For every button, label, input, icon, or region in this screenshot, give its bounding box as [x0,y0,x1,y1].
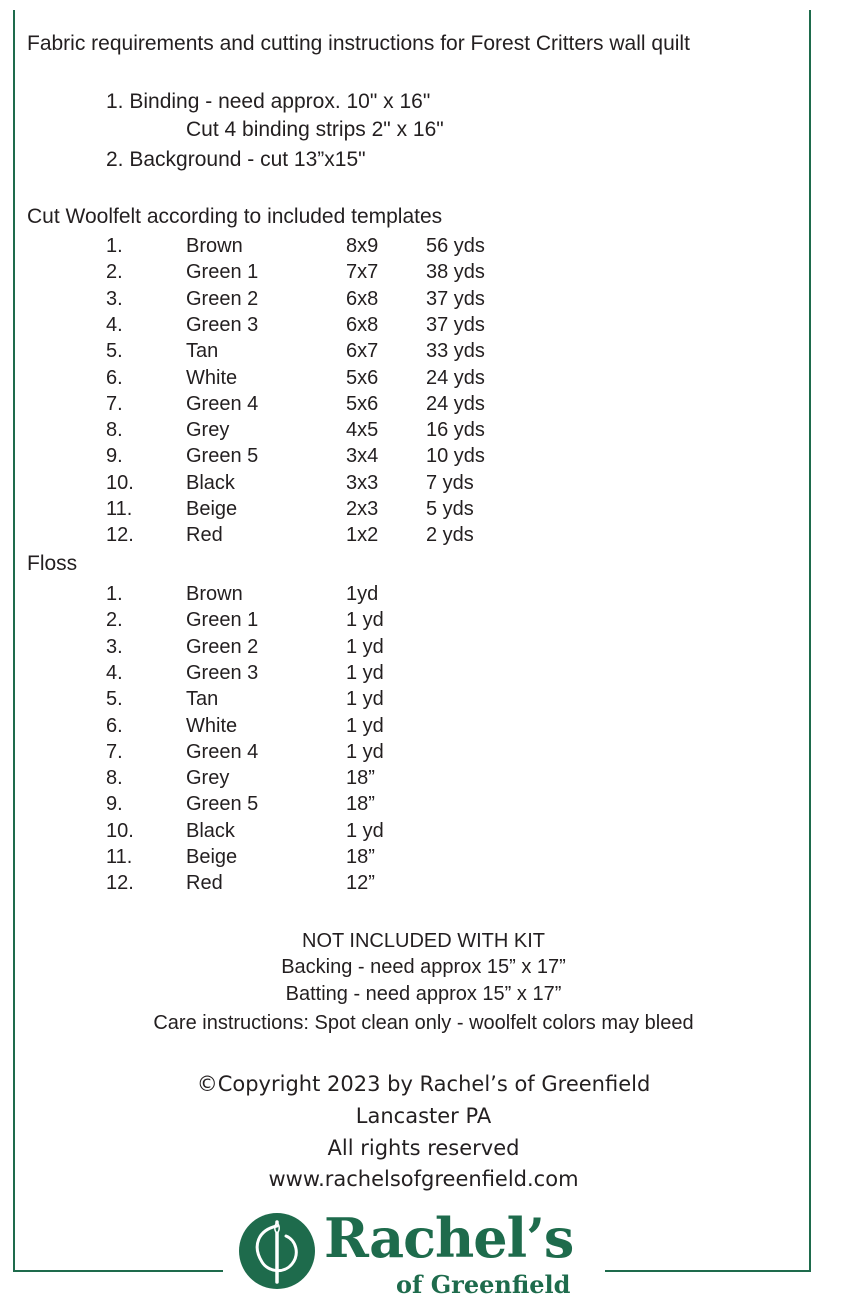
floss-number: 5. [106,688,123,711]
rights-line: All rights reserved [327,1136,520,1160]
woolfelt-size: 6x8 [346,313,379,336]
floss-number: 11. [106,846,133,868]
woolfelt-number: 2. [106,261,123,284]
location-line: Lancaster PA [355,1104,492,1128]
care-instructions: Care instructions: Spot clean only - woolfelt colors may bleed [153,1012,694,1034]
woolfelt-yardage: 24 yds [426,366,485,389]
woolfelt-number: 5. [106,340,123,363]
floss-color: Green 3 [186,661,259,684]
floss-row [0,608,847,634]
floss-color: White [186,714,238,737]
woolfelt-number: 7. [106,392,123,415]
woolfelt-size: 7x7 [346,261,379,284]
woolfelt-yardage: 33 yds [426,340,485,363]
floss-number: 9. [106,793,123,816]
floss-heading: Floss [27,552,78,575]
floss-amount: 1yd [346,583,379,605]
needle-and-thread-icon [238,1212,316,1290]
floss-number: 1. [106,583,123,605]
logo-subtitle: of Greenfield [396,1270,571,1299]
woolfelt-row [0,392,847,418]
woolfelt-color: White [186,366,238,389]
woolfelt-size: 5x6 [346,366,379,389]
floss-amount: 1 yd [346,714,384,737]
woolfelt-color: Green 3 [186,313,259,336]
woolfelt-number: 9. [106,445,123,468]
floss-color: Tan [186,688,219,711]
woolfelt-yardage: 38 yds [426,261,485,284]
woolfelt-row [0,260,847,286]
woolfelt-color: Grey [186,419,230,442]
floss-amount: 1 yd [346,635,384,658]
logo-name: Rachel’s [324,1206,574,1270]
floss-row [0,661,847,687]
floss-row [0,871,847,897]
floss-color: Green 4 [186,740,259,763]
floss-color: Grey [186,767,230,790]
floss-number: 7. [106,740,123,763]
backing-note: Backing - need approx 15” x 17” [281,956,566,978]
floss-number: 10. [106,819,134,842]
floss-row [0,635,847,661]
floss-color: Beige [186,846,238,868]
floss-amount: 18” [346,793,375,816]
step-binding: 1. Binding - need approx. 10" x 16" [106,90,431,113]
woolfelt-size: 8x9 [346,235,379,257]
border-bottom-left [13,1270,223,1272]
batting-note: Batting - need approx 15” x 17” [285,983,562,1005]
woolfelt-row [0,497,847,523]
floss-color: Green 1 [186,609,259,632]
woolfelt-size: 1x2 [346,524,379,547]
floss-row [0,740,847,766]
woolfelt-yardage: 16 yds [426,419,485,442]
woolfelt-yardage: 5 yds [426,498,474,520]
woolfelt-yardage: 56 yds [426,235,485,257]
floss-color: Green 2 [186,635,259,658]
floss-amount: 1 yd [346,661,384,684]
woolfelt-row [0,444,847,470]
floss-amount: 1 yd [346,609,384,632]
woolfelt-color: Green 2 [186,287,259,310]
woolfelt-number: 8. [106,419,123,442]
website-link[interactable]: www.rachelsofgreenfield.com [268,1167,579,1191]
floss-amount: 1 yd [346,740,384,763]
floss-amount: 1 yd [346,688,384,711]
woolfelt-size: 3x4 [346,445,379,468]
woolfelt-yardage: 37 yds [426,287,485,310]
floss-amount: 18” [346,846,375,868]
woolfelt-color: Tan [186,340,219,363]
woolfelt-number: 10. [106,471,134,494]
woolfelt-row [0,234,847,260]
woolfelt-number: 6. [106,366,123,389]
woolfelt-color: Green 5 [186,445,259,468]
floss-amount: 18” [346,767,375,790]
woolfelt-yardage: 7 yds [426,471,474,494]
woolfelt-row [0,471,847,497]
woolfelt-heading: Cut Woolfelt according to included templates [27,205,443,228]
woolfelt-size: 2x3 [346,498,379,520]
woolfelt-yardage: 24 yds [426,392,485,415]
woolfelt-row [0,418,847,444]
floss-number: 2. [106,609,123,632]
step-binding-cut: Cut 4 binding strips 2" x 16" [186,118,444,141]
woolfelt-color: Green 4 [186,392,259,415]
brand-logo [238,1206,578,1304]
woolfelt-yardage: 10 yds [426,445,485,468]
floss-row [0,845,847,871]
floss-number: 8. [106,767,123,790]
floss-color: Green 5 [186,793,259,816]
woolfelt-color: Green 1 [186,261,259,284]
floss-color: Brown [186,583,243,605]
woolfelt-number: 1. [106,235,123,257]
border-bottom-right [605,1270,811,1272]
woolfelt-size: 3x3 [346,471,379,494]
floss-row [0,819,847,845]
floss-row [0,792,847,818]
floss-row [0,766,847,792]
woolfelt-yardage: 37 yds [426,313,485,336]
floss-color: Red [186,872,223,895]
floss-row [0,687,847,713]
floss-row [0,582,847,608]
woolfelt-color: Brown [186,235,243,257]
floss-number: 12. [106,872,134,895]
copyright-line: ©Copyright 2023 by Rachel’s of Greenfield [196,1072,651,1096]
woolfelt-number: 4. [106,313,123,336]
floss-amount: 12” [346,872,375,895]
woolfelt-size: 6x8 [346,287,379,310]
woolfelt-number: 11. [106,498,133,520]
floss-number: 3. [106,635,123,658]
woolfelt-size: 5x6 [346,392,379,415]
floss-amount: 1 yd [346,819,384,842]
woolfelt-size: 6x7 [346,340,379,363]
woolfelt-color: Black [186,471,235,494]
woolfelt-row [0,313,847,339]
page-title: Fabric requirements and cutting instructions for Forest Critters wall quilt [27,32,690,55]
woolfelt-yardage: 2 yds [426,524,474,547]
woolfelt-row [0,287,847,313]
woolfelt-size: 4x5 [346,419,379,442]
woolfelt-color: Red [186,524,223,547]
woolfelt-number: 12. [106,524,134,547]
woolfelt-number: 3. [106,287,123,310]
floss-color: Black [186,819,235,842]
floss-number: 4. [106,661,123,684]
woolfelt-row [0,366,847,392]
woolfelt-row [0,339,847,365]
floss-row [0,714,847,740]
not-included-heading: NOT INCLUDED WITH KIT [302,930,545,952]
floss-number: 6. [106,714,123,737]
step-background: 2. Background - cut 13”x15" [106,148,366,171]
woolfelt-row [0,523,847,549]
woolfelt-color: Beige [186,498,238,520]
